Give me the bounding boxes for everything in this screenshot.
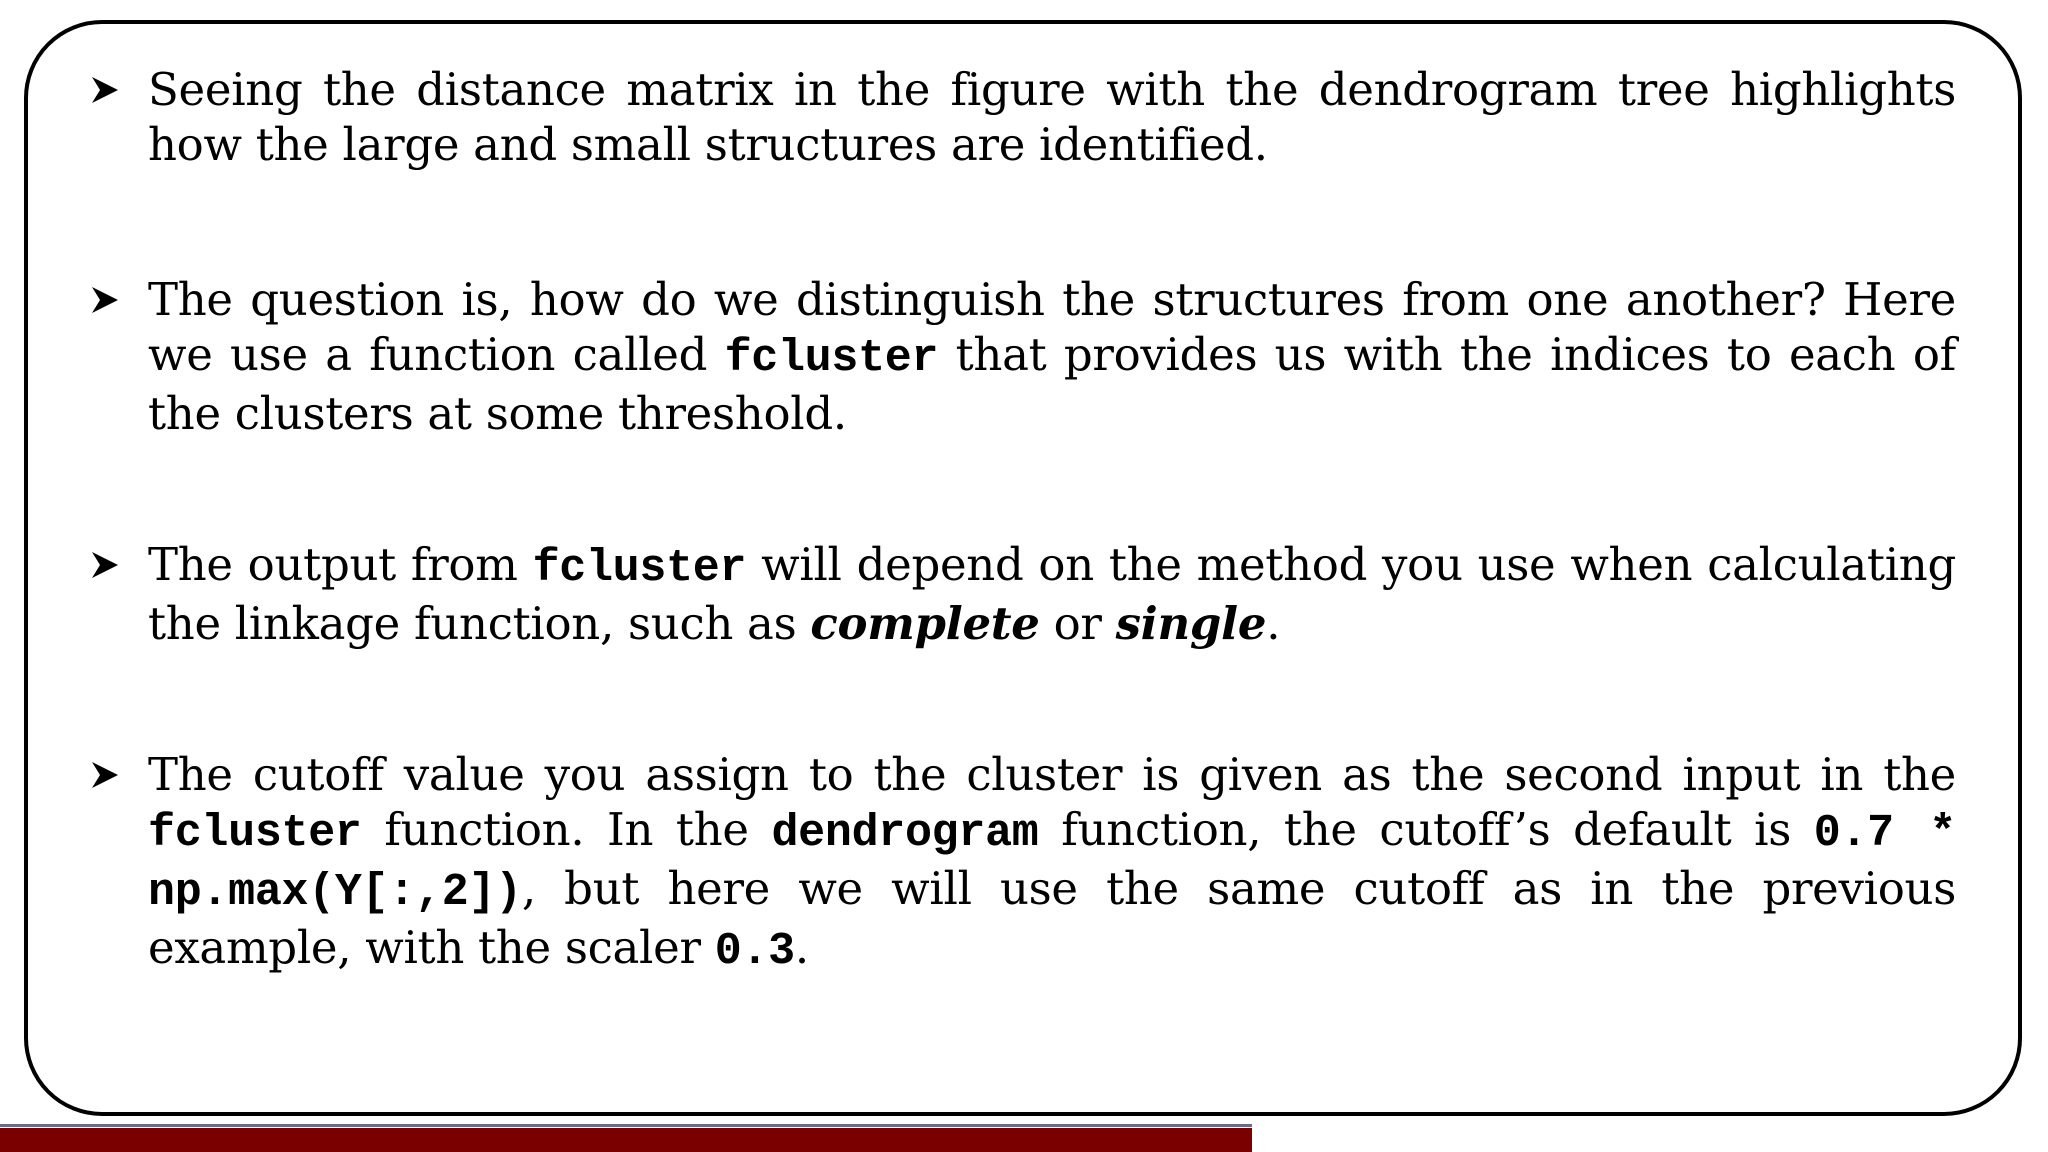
text-run: function. In the — [361, 803, 772, 856]
bullet-item — [90, 537, 1956, 651]
text-run: . — [794, 921, 809, 974]
inline-code: 0.7 * np.max(Y[:,2]) — [148, 808, 1956, 918]
bullet-text — [148, 62, 1956, 172]
bullet-item — [90, 62, 1956, 172]
emphasis-text: single — [1115, 597, 1267, 650]
inline-code: fcluster — [724, 333, 939, 384]
emphasis-text: complete — [810, 597, 1040, 650]
text-run: The cutoff value you assign to the cluster is given as the second input in the — [148, 748, 1956, 801]
bullet-text — [148, 747, 1956, 979]
bullet-text — [148, 537, 1956, 651]
bullet-item — [90, 272, 1956, 441]
inline-code: 0.3 — [714, 926, 795, 977]
text-run: , but here we will use the same cutoff as in the previous example, with the scaler — [148, 862, 1956, 974]
footer-bar — [0, 1128, 1252, 1152]
text-run: that provides us with the indices to each of the clusters at some threshold. — [148, 328, 1956, 440]
inline-code: dendrogram — [771, 808, 1039, 859]
text-run: The question is, how do we distinguish the structures from one another? Here we use a function called — [148, 273, 1956, 381]
text-run: The output from — [148, 538, 533, 591]
text-run: function, the cutoff’s default is — [1038, 803, 1814, 856]
arrowhead-bullet-icon — [90, 537, 148, 593]
inline-code: fcluster — [148, 808, 362, 859]
bullet-text — [148, 272, 1956, 441]
footer-divider — [0, 1124, 1252, 1127]
text-run: will depend on the method you use when calculating the linkage function, such as — [148, 538, 1956, 650]
bullet-item — [90, 747, 1956, 979]
text-run: . — [1266, 597, 1281, 650]
inline-code: fcluster — [532, 543, 747, 594]
text-run: or — [1039, 597, 1116, 650]
arrowhead-bullet-icon — [90, 62, 148, 118]
text-run: Seeing the distance matrix in the figure with the dendrogram tree highlights how the large and small structures are identified. — [148, 63, 1956, 171]
arrowhead-bullet-icon — [90, 272, 148, 328]
arrowhead-bullet-icon — [90, 747, 148, 803]
